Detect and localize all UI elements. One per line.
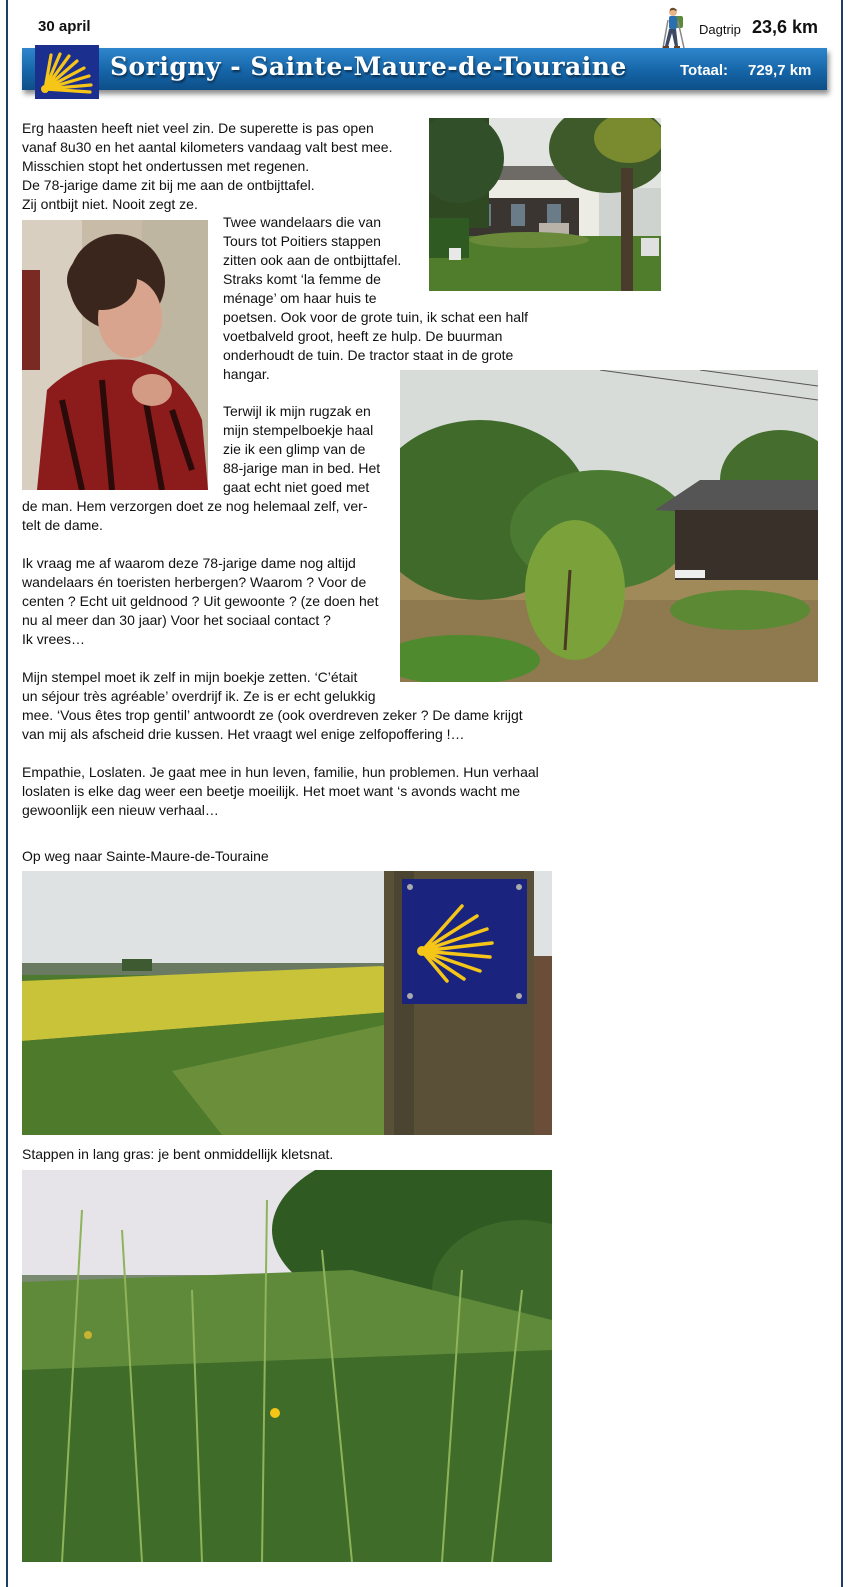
paragraph-empathy: Empathie, Loslaten. Je gaat mee in hun leven, familie, hun problemen. Hun verhaal loslaten is elke dag weer een beetje moeilijk. Het moet want ‘s avonds wacht me gewoonlijk een nieuw verhaal… — [22, 764, 539, 818]
hiker-icon — [660, 6, 688, 50]
paragraph-walkers: Twee wandelaars die van Tours tot Poitiers stappen zitten ook aan de ontbijttafel. Straks komt ‘la femme de ménage’ om haar huis te poetsen. Ook voor de grote tuin, ik schat een half voetbalveld groot, heeft ze hulp. De buurman onderhoudt de tuin. De tractor staat in de grote hangar. — [223, 214, 529, 382]
date-label: 30 april — [38, 18, 91, 35]
dagtrip-value: 23,6 km — [752, 17, 819, 37]
total-value: 729,7 km — [748, 62, 812, 79]
woman-photo — [22, 220, 208, 490]
paragraph-intro: Erg haasten heeft niet veel zin. De superette is pas open vanaf 8u30 en het aantal kilometers vandaag valt best mee. Misschien stopt het ondertussen met regenen. De 78-jarige dame zit bij me aan de ontbijttafel. Zij ontbijt niet. Nooit zegt ze. — [22, 120, 393, 212]
dagtrip-label: Dagtrip — [699, 22, 741, 37]
caption-grass: Stappen in lang gras: je bent onmiddellijk kletsnat. — [22, 1146, 334, 1162]
paragraph-husband-cont: de man. Hem verzorgen doet ze nog helemaal zelf, ver- telt de dame. — [22, 498, 368, 533]
waymark-post-photo — [22, 871, 552, 1135]
page-frame-right — [841, 0, 843, 1587]
page-frame-left — [6, 0, 8, 1587]
scallop-shell-icon — [35, 45, 99, 99]
scallop-shell-logo — [35, 45, 99, 99]
paragraph-question: Ik vraag me af waarom deze 78-jarige dame nog altijd wandelaars én toeristen herbergen? Waarom ? Voor de centen ? Echt uit geldnood ? Uit gewoonte ? (ze doen het nu al meer dan 30 jaar) Voor het sociaal contact ? Ik vrees… — [22, 555, 379, 647]
total-label: Totaal: — [680, 62, 729, 79]
page-title: Sorigny - Sainte-Maure-de-Touraine — [110, 52, 627, 81]
paragraph-husband: Terwijl ik mijn rugzak en mijn stempelboekje haal zie ik een glimp van de 88-jarige man in bed. Het gaat echt niet goed met — [223, 403, 381, 495]
paragraph-stamp: Mijn stempel moet ik zelf in mijn boekje zetten. ‘C’était un séjour très agréable’ overdrijf ik. Ze is er echt gelukkig mee. ‘Vous êtes trop gentil’ antwoordt ze (ook overdreven zeker ? De dame krijgt van mij als afscheid drie kussen. Het vraagt wel enige zelfopoffering !… — [22, 669, 523, 742]
long-grass-photo — [22, 1170, 552, 1562]
garden-hangar-photo — [400, 370, 818, 682]
caption-route: Op weg naar Sainte-Maure-de-Touraine — [22, 848, 269, 864]
